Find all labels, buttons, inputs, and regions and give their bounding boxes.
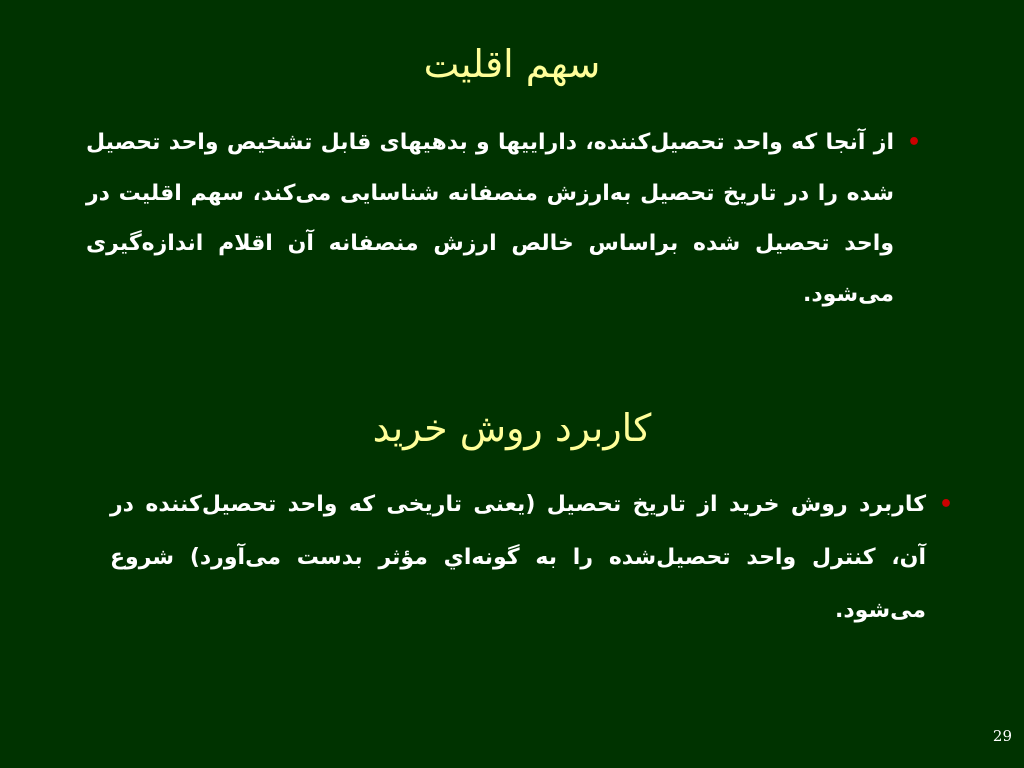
heading-purchase-method: كاربرد روش خرید bbox=[372, 406, 652, 450]
bullet-item-minority-interest bbox=[86, 118, 928, 320]
bullet-text: از آنجا كه واحد تحصیل‌كننده، داراییها و بدهیهای قابل تشخیص واحد تحصیل شده را در تاریخ تحصیل به‌ارزش منصفانه شناسایی می‌كند، سهم اقلیت در واحد تحصیل شده براساس خالص ارزش منصفانه آن اقلام اندازه‌گیری می‌شود. bbox=[86, 130, 894, 307]
bullet-item-purchase-method bbox=[110, 478, 960, 637]
bullet-icon: • bbox=[906, 130, 922, 155]
page-number: 29 bbox=[992, 727, 1012, 745]
bullet-icon: • bbox=[938, 492, 954, 517]
heading-minority-interest: سهم اقلیت bbox=[423, 42, 601, 86]
bullet-text: كاربرد روش خرید از تاریخ تحصیل (یعنی تاریخی كه واحد تحصیل‌كننده در آن، كنترل واحد تحصیل‌شده را به گونه‌اي مؤثر بدست می‌آورد) شروع می‌شود. bbox=[110, 492, 926, 623]
